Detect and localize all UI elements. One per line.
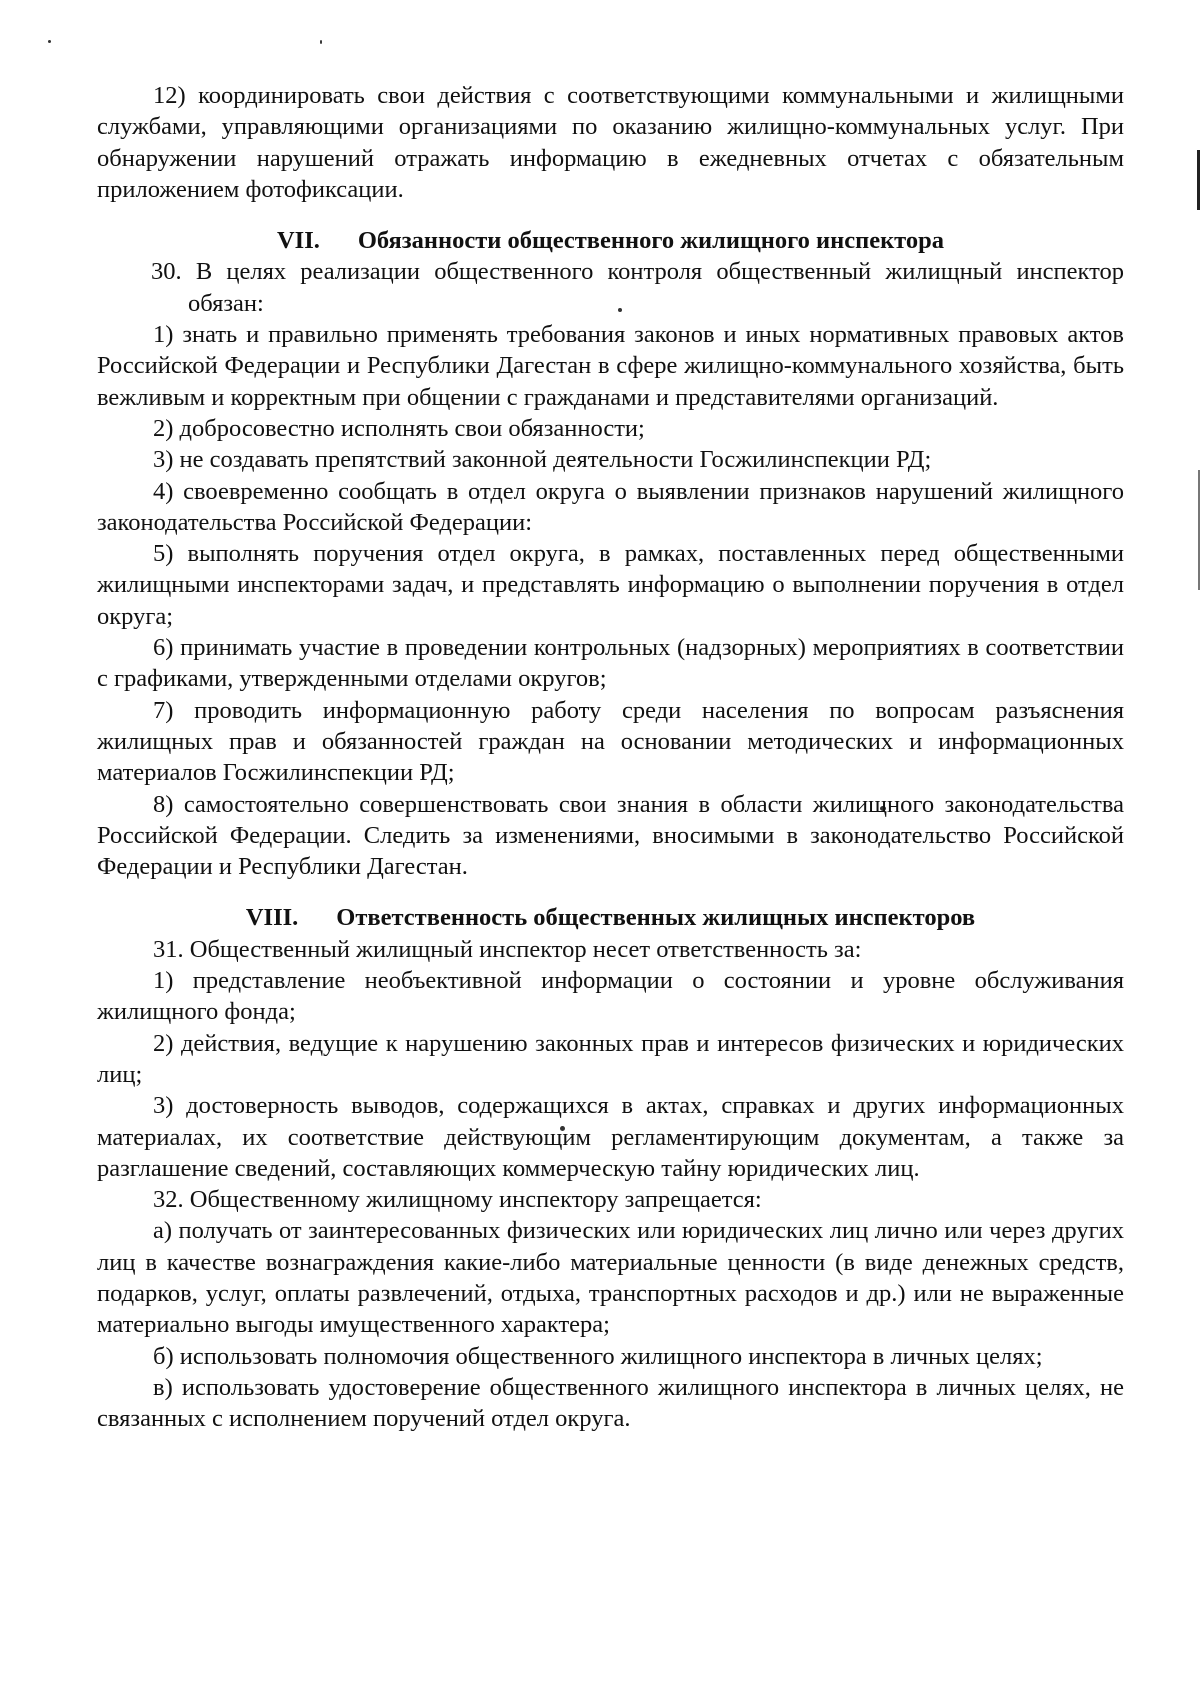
list-item: 4) своевременно сообщать в отдел округа о выявлении признаков нарушений жилищного законодательства Российской Федерации:	[97, 477, 1124, 536]
list-item: 6) принимать участие в проведении контрольных (надзорных) мероприятиях в соответствии с графиками, утвержденными отделами округов;	[97, 634, 1124, 693]
list-item: 2) действия, ведущие к нарушению законных прав и интересов физических и юридических лиц;	[97, 1029, 1124, 1088]
clause-31: 31. Общественный жилищный инспектор несет ответственность за:	[153, 935, 862, 963]
list-item: б) использовать полномочия общественного жилищного инспектора в личных целях;	[153, 1342, 1043, 1370]
section-title: Ответственность общественных жилищных инспекторов	[336, 904, 976, 932]
list-item: 8) самостоятельно совершенствовать свои знания в области жилищного законодательства Российской Федерации. Следить за изменениями, вносимыми в законодательство Российской Федерации и Республики Дагестан.	[97, 790, 1124, 881]
list-item: 7) проводить информационную работу среди населения по вопросам разъяснения жилищных прав и обязанностей граждан на основании методических и информационных материалов Госжилинспекции РД;	[97, 696, 1124, 787]
list-item: 1) знать и правильно применять требования законов и иных нормативных правовых актов Российской Федерации и Республики Дагестан в сфере жилищно-коммунального хозяйства, быть вежливым и корректным при общении с гражданами и представителями организаций.	[97, 321, 1124, 411]
list-item: 2) добросовестно исполнять свои обязанности;	[153, 414, 645, 442]
section-heading-8	[97, 902, 1124, 933]
list-item: а) получать от заинтересованных физических или юридических лиц лично или через других лиц в качестве вознаграждения какие-либо материальные ценности (в виде денежных средств, подарков, услуг, оплаты развлечений, отдыха, транспортных расходов и др.) или не выраженные материально выгоды имущественного характера;	[97, 1217, 1124, 1339]
clause-30: 30. В целях реализации общественного контроля общественный жилищный инспектор обязан:	[151, 258, 1124, 317]
list-item: 3) достоверность выводов, содержащихся в актах, справках и других информационных материалах, их соответствие действующим регламентирующим документам, а также за разглашение сведений, составляющих коммерческую тайну юридических лиц.	[97, 1092, 1124, 1182]
paragraph-intro: 12) координировать свои действия с соответствующими коммунальными и жилищными службами, управляющими организациями по оказанию жилищно-коммунальных услуг. При обнаружении нарушений отражать информацию в ежедневных отчетах с обязательным приложением фотофиксации.	[97, 82, 1124, 203]
section-title: Обязанности общественного жилищного инспектора	[357, 227, 945, 255]
list-item: в) использовать удостоверение общественного жилищного инспектора в личных целях, не связанных с исполнением поручений отдел округа.	[97, 1373, 1124, 1433]
list-item: 3) не создавать препятствий законной деятельности Госжилинспекции РД;	[153, 446, 932, 474]
section-heading-7	[97, 225, 1124, 256]
list-item: 5) выполнять поручения отдел округа, в рамках, поставленных перед общественными жилищными инспекторами задач, и представлять информацию о выполнении поручения в отдел округа;	[97, 540, 1124, 630]
scan-speck	[48, 40, 51, 43]
section-number: VII.	[276, 227, 320, 255]
document-body	[97, 80, 1124, 1434]
scan-speck	[320, 40, 322, 44]
list-item: 1) представление необъективной информации о состоянии и уровне обслуживания жилищного фонда;	[97, 967, 1124, 1026]
clause-32: 32. Общественному жилищному инспектору запрещается:	[153, 1186, 762, 1214]
section-number: VIII.	[245, 904, 299, 932]
